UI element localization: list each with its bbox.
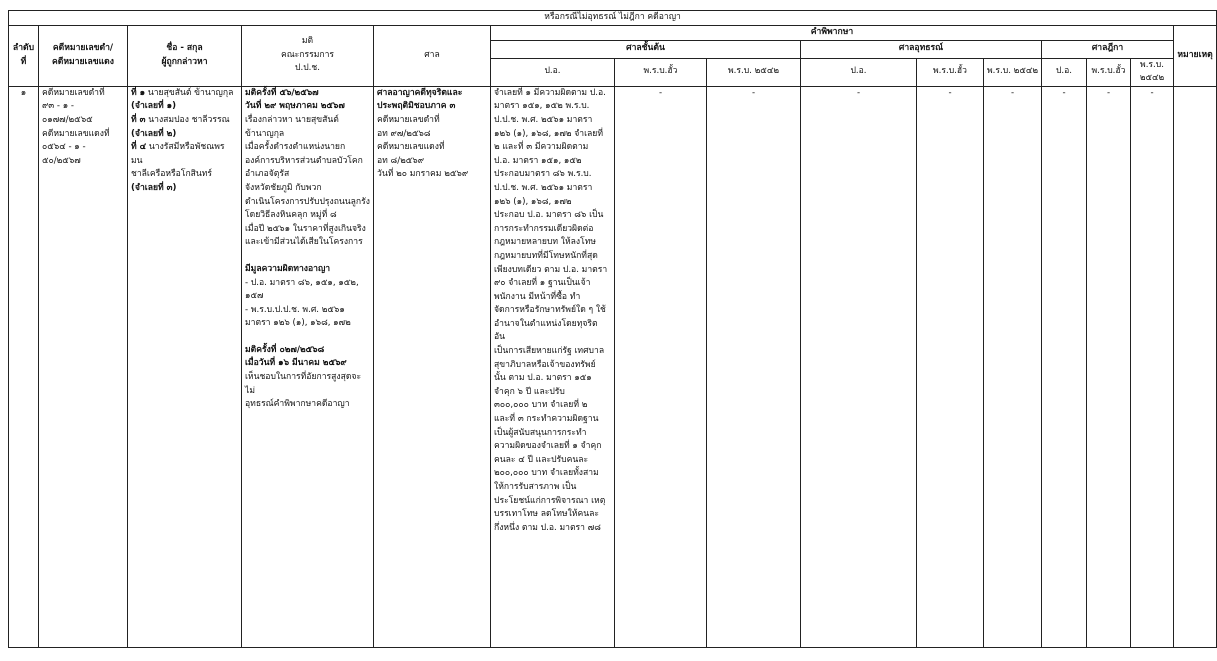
resolution-1-date: วันที่ ๒๙ พฤษภาคม ๒๕๖๗ <box>245 101 345 112</box>
row-no: ๑ <box>9 86 39 647</box>
court-cell: ศาลอาญาคดีทุจริตและ ประพฤติมิชอบภาค ๓ คดีหมายเลขดำที่ อท ๙๗/๒๕๖๘ คดีหมายเลขแดงที่ อท ๘/๒๕๖๙ วันที่ ๒๐ มกราคม ๒๕๖๙ <box>374 86 491 647</box>
judgment-line: การกระทำกรรมเดียวผิดต่อ <box>494 223 594 234</box>
appeal-prb-old: - <box>917 86 984 647</box>
judgment-line: กฎหมายหลายบท ให้ลงโทษ <box>494 237 597 248</box>
header-accused-name: ชื่อ - สกุล ผู้ถูกกล่าวหา <box>128 25 242 86</box>
header-resolution: มติ คณะกรรมการ ป.ป.ช. <box>242 25 374 86</box>
judgment-line: ป.ป.ช. พ.ศ. ๒๕๖๑ มาตรา <box>494 182 593 193</box>
basis-title: มีมูลความผิดทางอาญา <box>245 263 331 274</box>
judgment-line: และที่ ๓ กระทำความผิดฐาน <box>494 414 599 425</box>
judgment-line: ประกอบมาตรา ๘๖ พ.ร.บ. <box>494 169 592 180</box>
first-court-po-cell <box>491 86 615 647</box>
judgment-line: มาตรา ๑๕๑, ๑๕๒ พ.ร.บ. <box>494 101 590 112</box>
sub-prb-2542-supreme: พ.ร.บ. ๒๕๔๒ <box>1131 58 1174 86</box>
judgment-line: จำเลยที่ ๑ มีความผิดตาม ป.อ. <box>494 87 606 98</box>
resolution-2-date: เมื่อวันที่ ๑๖ มีนาคม ๒๕๖๙ <box>245 358 347 369</box>
top-caption: หรือกรณีไม่อุทธรณ์ ไม่ฎีกา คดีอาญา <box>9 11 1217 26</box>
judgment-line: ความผิดของจำเลยที่ ๑ จำคุก <box>494 441 602 452</box>
judgment-line: ประโยชน์แก่การพิจารณา เหตุ <box>494 495 606 506</box>
case-number-cell: คดีหมายเลขดำที่ ๙๓ - ๑ - ๐๑๗๗/๒๕๖๕ คดีหมายเลขแดงที่ ๐๕๖๔ - ๑ - ๕๐/๒๕๖๗ <box>39 86 128 647</box>
judgment-line: จำคุก ๖ ปี และปรับ <box>494 386 565 397</box>
judgment-line: ๑๒๖ (๑), ๑๖๘, ๑๗๒ จำเลยที่ <box>494 128 604 139</box>
header-no: ลำดับ ที่ <box>9 25 39 86</box>
sub-prb-2542-first: พ.ร.บ. ๒๕๔๒ <box>707 58 801 86</box>
supreme-prb-old: - <box>1087 86 1131 647</box>
sub-prb-old-appeal: พ.ร.บ.ฮั้ว <box>917 58 984 86</box>
judgment-line: ๓๐๐,๐๐๐ บาท จำเลยที่ ๒ <box>494 400 588 411</box>
supreme-prb-2542: - <box>1131 86 1174 647</box>
header-court-first: ศาลชั้นต้น <box>491 40 801 58</box>
judgment-line: ให้การรับสารภาพ เป็น <box>494 482 577 492</box>
judgment-line: นั้น ตาม ป.อ. มาตรา ๑๕๑ <box>494 373 592 384</box>
table-row <box>9 86 1217 647</box>
appeal-prb-2542: - <box>984 86 1042 647</box>
resolution-1-title: มติครั้งที่ ๕๖/๒๕๖๗ <box>245 87 319 98</box>
header-court: ศาล <box>374 25 491 86</box>
header-remark: หมายเหตุ <box>1174 25 1217 86</box>
judgment-line: คนละ ๔ ปี และปรับคนละ <box>494 454 589 465</box>
first-court-prb-old: - <box>615 86 707 647</box>
resolution-cell: มติครั้งที่ ๕๖/๒๕๖๗ วันที่ ๒๙ พฤษภาคม ๒๕๖๗ เรื่องกล่าวหา นายสุขสันต์ ข้านาญกุล เมื่อครั้งดำรงตำแหน่งนายก องค์การบริหารส่วนตำบลบัวโคก อำเภอจัตุรัส จังหวัดชัยภูมิ กับพวก ดำเนินโครงการปรับปรุงถนนลูกรัง โดยวิธีลงหินคลุก หมู่ที่ ๘ เมื่อปี ๒๕๖๑ ในราคาที่สูงเกินจริง และเข้ามีส่วนได้เสียในโครงการ มีมูลความผิดทางอาญา - ป.อ. มาตรา ๘๖, ๑๕๑, ๑๕๒, ๑๕๗ - พ.ร.บ.ป.ป.ช. พ.ศ. ๒๕๖๑ มาตรา ๑๒๖ (๑), ๑๖๘, ๑๗๒ มติครั้งที่ ๐๒๗/๒๕๖๘ เมื่อวันที่ ๑๖ มีนาคม ๒๕๖๙ เห็นชอบในการที่อัยการสูงสุดจะไม่ อุทธรณ์คำพิพากษาคดีอาญา <box>242 86 374 647</box>
judgment-line: บรรเทาโทษ ลดโทษให้คนละ <box>494 509 599 520</box>
judgment-line: พนักงาน มีหน้าที่ซื้อ ทำ <box>494 291 581 302</box>
judgment-line: สุขาภิบาลหรือเจ้าของทรัพย์ <box>494 359 596 370</box>
judgment-line: ป.ป.ช. พ.ศ. ๒๕๖๑ มาตรา <box>494 114 593 125</box>
sub-po-supreme: ป.อ. <box>1042 58 1087 86</box>
judgment-line: เพียงบทเดียว ตาม ป.อ. มาตรา <box>494 264 608 275</box>
remark-cell <box>1174 86 1217 647</box>
judgment-line: เป็นการเสียหายแก่รัฐ เทศบาล <box>494 346 605 357</box>
judgment-line: จัดการหรือรักษาทรัพย์ใด ๆ ใช้ <box>494 305 606 316</box>
judgment-line: กฎหมายบทที่มีโทษหนักที่สุด <box>494 250 598 261</box>
document-frame <box>8 10 1213 655</box>
judgment-line: ๒๐๐,๐๐๐ บาท จำเลยทั้งสาม <box>494 468 599 479</box>
sub-prb-2542-appeal: พ.ร.บ. ๒๕๔๒ <box>984 58 1042 86</box>
resolution-2-title: มติครั้งที่ ๐๒๗/๒๕๖๘ <box>245 344 325 355</box>
judgment-line: เป็นผู้สนับสนุนการกระทำ <box>494 427 587 438</box>
accused-names-cell: ที่ ๑ นายสุขสันต์ ข้านาญกุล (จำเลยที่ ๑) ที่ ๓ นางสมปอง ชาลีวรรณ (จำเลยที่ ๒) ที่ ๔ นางรัสมีหรือพัชณพร มน ชาลีเครือหรือโกสินทร์ (จำเลยที่ ๓) <box>128 86 242 647</box>
header-case-number: คดีหมายเลขดำ/ คดีหมายเลขแดง <box>39 25 128 86</box>
sub-prb-old-first: พ.ร.บ.ฮั้ว <box>615 58 707 86</box>
judgment-line: ประกอบ ป.อ. มาตรา ๘๖ เป็น <box>494 210 604 221</box>
judgment-line: ๒ และที่ ๓ มีความผิดตาม <box>494 142 589 153</box>
header-court-appeal: ศาลอุทธรณ์ <box>801 40 1042 58</box>
first-court-prb-2542: - <box>707 86 801 647</box>
sub-po-first: ป.อ. <box>491 58 615 86</box>
judgment-line: ๑๒๖ (๑), ๑๖๘, ๑๗๒ <box>494 196 572 207</box>
judgment-line: กึ่งหนึ่ง ตาม ป.อ. มาตรา ๗๘ <box>494 522 601 533</box>
judgment-line: ๙๐ จำเลยที่ ๑ ฐานเป็นเจ้า <box>494 278 591 289</box>
judgment-line: ป.อ. มาตรา ๑๕๑, ๑๕๒ <box>494 155 582 166</box>
sub-po-appeal: ป.อ. <box>801 58 917 86</box>
appeal-po: - <box>801 86 917 647</box>
header-court-supreme: ศาลฎีกา <box>1042 40 1174 58</box>
header-judgment: คำพิพากษา <box>491 25 1174 40</box>
judgment-line: อำนาจในตำแหน่งโดยทุจริต อัน <box>494 318 598 343</box>
judgment-table <box>8 10 1217 648</box>
sub-prb-old-supreme: พ.ร.บ.ฮั้ว <box>1087 58 1131 86</box>
supreme-po: - <box>1042 86 1087 647</box>
